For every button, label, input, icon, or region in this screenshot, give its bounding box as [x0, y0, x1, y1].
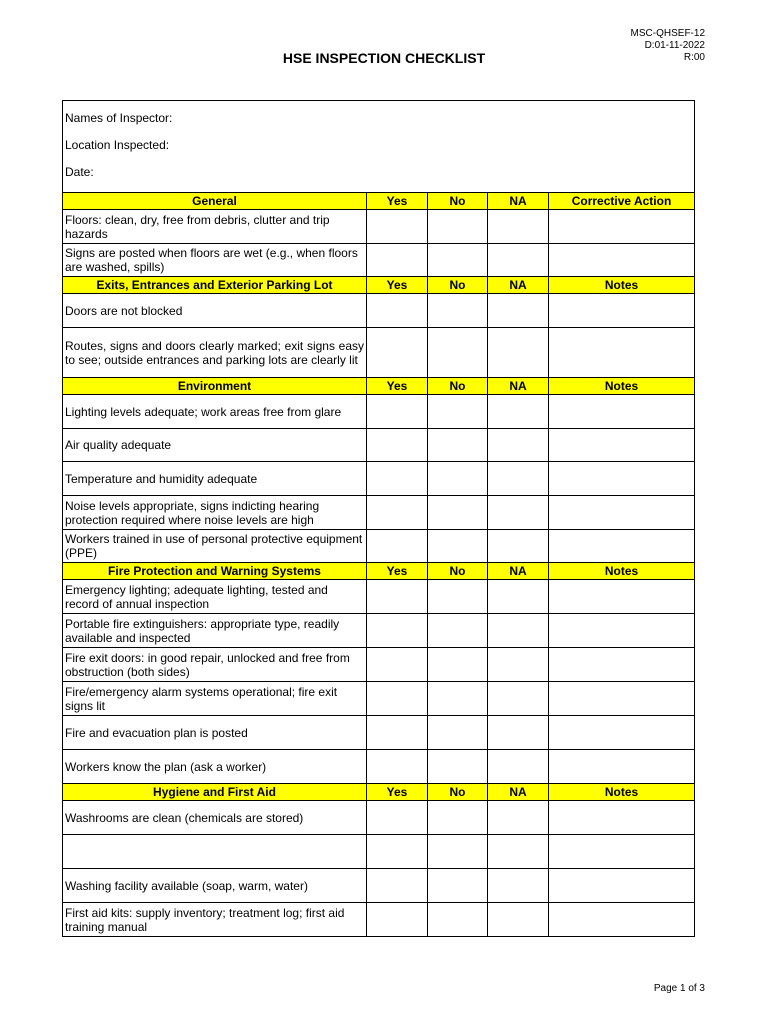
- na-checkbox-cell[interactable]: [488, 210, 549, 244]
- no-checkbox-cell[interactable]: [428, 716, 488, 750]
- no-checkbox-cell[interactable]: [428, 429, 488, 462]
- yes-checkbox-cell[interactable]: [367, 682, 428, 716]
- yes-checkbox-cell[interactable]: [367, 835, 428, 869]
- section-header-environment: [63, 378, 695, 395]
- notes-cell[interactable]: [549, 750, 695, 784]
- checklist-item-label: Fire exit doors: in good repair, unlocked and free from obstruction (both sides): [63, 648, 367, 682]
- checklist-row: [63, 244, 695, 277]
- no-checkbox-cell[interactable]: [428, 210, 488, 244]
- column-notes-header: Notes: [549, 378, 695, 395]
- page-number: Page 1 of 3: [653, 983, 705, 994]
- no-checkbox-cell[interactable]: [428, 869, 488, 903]
- column-notes-header: Notes: [549, 563, 695, 580]
- notes-cell[interactable]: [549, 903, 695, 937]
- section-title: Hygiene and First Aid: [63, 784, 367, 801]
- yes-checkbox-cell[interactable]: [367, 530, 428, 563]
- checklist-row: [63, 395, 695, 429]
- no-checkbox-cell[interactable]: [428, 462, 488, 496]
- na-checkbox-cell[interactable]: [488, 835, 549, 869]
- yes-checkbox-cell[interactable]: [367, 429, 428, 462]
- no-checkbox-cell[interactable]: [428, 903, 488, 937]
- column-na-header: NA: [488, 784, 549, 801]
- column-yes-header: Yes: [367, 563, 428, 580]
- yes-checkbox-cell[interactable]: [367, 294, 428, 328]
- notes-cell[interactable]: [549, 462, 695, 496]
- checklist-item-label: Air quality adequate: [63, 429, 367, 462]
- corrective-action-cell[interactable]: [549, 244, 695, 277]
- notes-cell[interactable]: [549, 530, 695, 563]
- yes-checkbox-cell[interactable]: [367, 801, 428, 835]
- checklist-row: [63, 328, 695, 378]
- no-checkbox-cell[interactable]: [428, 244, 488, 277]
- no-checkbox-cell[interactable]: [428, 580, 488, 614]
- notes-cell[interactable]: [549, 614, 695, 648]
- section-title: Fire Protection and Warning Systems: [63, 563, 367, 580]
- checklist-row: [63, 648, 695, 682]
- yes-checkbox-cell[interactable]: [367, 716, 428, 750]
- na-checkbox-cell[interactable]: [488, 682, 549, 716]
- checklist-row: [63, 580, 695, 614]
- na-checkbox-cell[interactable]: [488, 716, 549, 750]
- document-revision: R:00: [683, 52, 705, 63]
- column-na-header: NA: [488, 378, 549, 395]
- column-na-header: NA: [488, 193, 549, 210]
- column-no-header: No: [428, 784, 488, 801]
- checklist-row: [63, 462, 695, 496]
- column-no-header: No: [428, 193, 488, 210]
- no-checkbox-cell[interactable]: [428, 496, 488, 530]
- checklist-item-label: Signs are posted when floors are wet (e.g., when floors are washed, spills): [63, 244, 367, 277]
- na-checkbox-cell[interactable]: [488, 648, 549, 682]
- column-no-header: No: [428, 563, 488, 580]
- na-checkbox-cell[interactable]: [488, 750, 549, 784]
- section-title: General: [63, 193, 367, 210]
- checklist-item-label: Floors: clean, dry, free from debris, clutter and trip hazards: [63, 210, 367, 244]
- yes-checkbox-cell[interactable]: [367, 244, 428, 277]
- notes-cell[interactable]: [549, 496, 695, 530]
- no-checkbox-cell[interactable]: [428, 648, 488, 682]
- inspector-name-label: Names of Inspector:: [65, 111, 173, 125]
- na-checkbox-cell[interactable]: [488, 869, 549, 903]
- checklist-row: [63, 903, 695, 937]
- checklist-item-label: Lighting levels adequate; work areas free from glare: [63, 395, 367, 429]
- notes-cell[interactable]: [549, 648, 695, 682]
- notes-cell[interactable]: [549, 716, 695, 750]
- column-corrective-action-header: Corrective Action: [549, 193, 695, 210]
- checklist-item-label: First aid kits: supply inventory; treatment log; first aid training manual: [63, 903, 367, 937]
- yes-checkbox-cell[interactable]: [367, 395, 428, 429]
- notes-cell[interactable]: [549, 395, 695, 429]
- yes-checkbox-cell[interactable]: [367, 648, 428, 682]
- checklist-row: [63, 530, 695, 563]
- no-checkbox-cell[interactable]: [428, 395, 488, 429]
- column-notes-header: Notes: [549, 277, 695, 294]
- na-checkbox-cell[interactable]: [488, 328, 549, 378]
- yes-checkbox-cell[interactable]: [367, 903, 428, 937]
- checklist-row: [63, 682, 695, 716]
- yes-checkbox-cell[interactable]: [367, 210, 428, 244]
- checklist-item-label: [63, 835, 367, 869]
- notes-cell[interactable]: [549, 294, 695, 328]
- notes-cell[interactable]: [549, 801, 695, 835]
- na-checkbox-cell[interactable]: [488, 395, 549, 429]
- notes-cell[interactable]: [549, 328, 695, 378]
- column-notes-header: Notes: [549, 784, 695, 801]
- na-checkbox-cell[interactable]: [488, 429, 549, 462]
- yes-checkbox-cell[interactable]: [367, 496, 428, 530]
- yes-checkbox-cell[interactable]: [367, 328, 428, 378]
- document-code: MSC-QHSEF-12: [630, 28, 705, 39]
- checklist-item-label: Workers trained in use of personal protective equipment (PPE): [63, 530, 367, 563]
- checklist-row: [63, 835, 695, 869]
- yes-checkbox-cell[interactable]: [367, 750, 428, 784]
- column-yes-header: Yes: [367, 784, 428, 801]
- date-label: Date:: [65, 165, 94, 179]
- checklist-item-label: Doors are not blocked: [63, 294, 367, 328]
- checklist-row: [63, 869, 695, 903]
- notes-cell[interactable]: [549, 580, 695, 614]
- column-na-header: NA: [488, 277, 549, 294]
- column-yes-header: Yes: [367, 193, 428, 210]
- inspection-info-cell: [63, 101, 695, 193]
- notes-cell[interactable]: [549, 429, 695, 462]
- checklist-item-label: Emergency lighting; adequate lighting, tested and record of annual inspection: [63, 580, 367, 614]
- document-date: D:01-11-2022: [644, 40, 705, 51]
- no-checkbox-cell[interactable]: [428, 328, 488, 378]
- checklist-item-label: Portable fire extinguishers: appropriate type, readily available and inspected: [63, 614, 367, 648]
- na-checkbox-cell[interactable]: [488, 496, 549, 530]
- yes-checkbox-cell[interactable]: [367, 462, 428, 496]
- checklist-row: [63, 801, 695, 835]
- column-yes-header: Yes: [367, 277, 428, 294]
- section-header-hygiene: [63, 784, 695, 801]
- checklist-row: [63, 429, 695, 462]
- column-yes-header: Yes: [367, 378, 428, 395]
- column-no-header: No: [428, 378, 488, 395]
- checklist-item-label: Routes, signs and doors clearly marked; exit signs easy to see; outside entrances and parking lots are clearly lit: [63, 328, 367, 378]
- section-title: Exits, Entrances and Exterior Parking Lot: [63, 277, 367, 294]
- no-checkbox-cell[interactable]: [428, 835, 488, 869]
- yes-checkbox-cell[interactable]: [367, 580, 428, 614]
- checklist-item-label: Temperature and humidity adequate: [63, 462, 367, 496]
- column-no-header: No: [428, 277, 488, 294]
- no-checkbox-cell[interactable]: [428, 614, 488, 648]
- na-checkbox-cell[interactable]: [488, 580, 549, 614]
- no-checkbox-cell[interactable]: [428, 750, 488, 784]
- checklist-row: [63, 496, 695, 530]
- no-checkbox-cell[interactable]: [428, 682, 488, 716]
- na-checkbox-cell[interactable]: [488, 244, 549, 277]
- na-checkbox-cell[interactable]: [488, 801, 549, 835]
- checklist-row: [63, 294, 695, 328]
- checklist-row: [63, 750, 695, 784]
- checklist-row: [63, 614, 695, 648]
- checklist-table: [62, 100, 695, 937]
- section-header-exits: [63, 277, 695, 294]
- location-inspected-label: Location Inspected:: [65, 138, 170, 152]
- notes-cell[interactable]: [549, 835, 695, 869]
- checklist-item-label: Washrooms are clean (chemicals are stored): [63, 801, 367, 835]
- na-checkbox-cell[interactable]: [488, 903, 549, 937]
- na-checkbox-cell[interactable]: [488, 462, 549, 496]
- checklist-row: [63, 210, 695, 244]
- corrective-action-cell[interactable]: [549, 210, 695, 244]
- notes-cell[interactable]: [549, 869, 695, 903]
- no-checkbox-cell[interactable]: [428, 294, 488, 328]
- checklist-item-label: Workers know the plan (ask a worker): [63, 750, 367, 784]
- no-checkbox-cell[interactable]: [428, 801, 488, 835]
- yes-checkbox-cell[interactable]: [367, 869, 428, 903]
- na-checkbox-cell[interactable]: [488, 614, 549, 648]
- yes-checkbox-cell[interactable]: [367, 614, 428, 648]
- checklist-item-label: Noise levels appropriate, signs indicting hearing protection required where noise levels are high: [63, 496, 367, 530]
- na-checkbox-cell[interactable]: [488, 294, 549, 328]
- na-checkbox-cell[interactable]: [488, 530, 549, 563]
- checklist-item-label: Fire and evacuation plan is posted: [63, 716, 367, 750]
- checklist-item-label: Washing facility available (soap, warm, water): [63, 869, 367, 903]
- section-title: Environment: [63, 378, 367, 395]
- inspection-info-row: [63, 101, 695, 193]
- checklist-item-label: Fire/emergency alarm systems operational; fire exit signs lit: [63, 682, 367, 716]
- section-header-fire-protection: [63, 563, 695, 580]
- column-na-header: NA: [488, 563, 549, 580]
- page-title: HSE INSPECTION CHECKLIST: [282, 50, 486, 66]
- checklist-row: [63, 716, 695, 750]
- notes-cell[interactable]: [549, 682, 695, 716]
- no-checkbox-cell[interactable]: [428, 530, 488, 563]
- section-header-general: [63, 193, 695, 210]
